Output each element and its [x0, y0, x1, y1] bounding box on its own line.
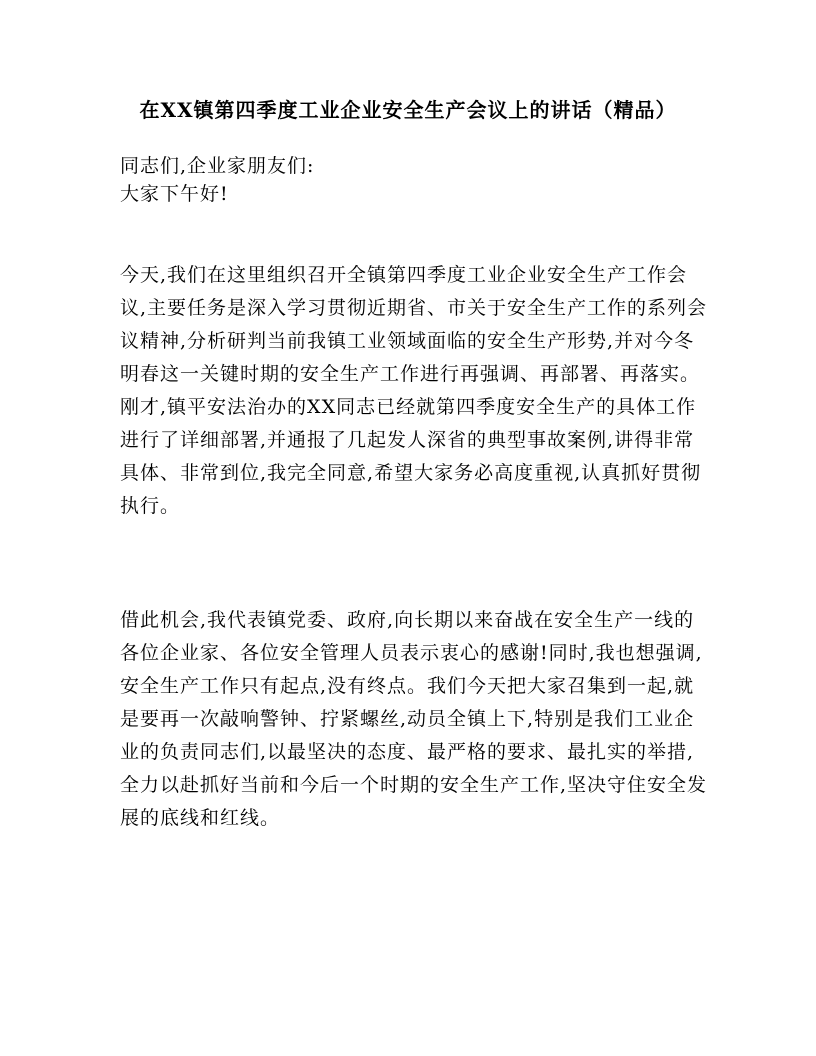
body-paragraph-2: 借此机会,我代表镇党委、政府,向长期以来奋战在安全生产一线的各位企业家、各位安全管理人员表示衷心的感谢!同时,我也想强调,安全生产工作只有起点,没有终点。我们今天把大家召集到一起,就是要再一次敲响警钟、拧紧螺丝,动员全镇上下,特别是我们工业企业的负责同志们,以最坚决的态度、最严格的要求、最扎实的举措,全力以赴抓好当前和今后一个时期的安全生产工作,坚决守住安全发展的底线和红线。 [120, 609, 708, 829]
document-title: 在XX镇第四季度工业企业安全生产会议上的讲话（精品） [139, 98, 677, 122]
greeting-paragraph: 大家下午好! [120, 183, 229, 205]
salutation-paragraph: 同志们,企业家朋友们: [120, 155, 315, 177]
body-paragraph-1: 今天,我们在这里组织召开全镇第四季度工业企业安全生产工作会议,主要任务是深入学习贯彻近期省、市关于安全生产工作的系列会议精神,分析研判当前我镇工业领域面临的安全生产形势,并对今冬明春这一关键时期的安全生产工作进行再强调、再部署、再落实。刚才,镇平安法治办的XX同志已经就第四季度安全生产的具体工作进行了详细部署,并通报了几起发人深省的典型事故案例,讲得非常具体、非常到位,我完全同意,希望大家务必高度重视,认真抓好贯彻执行。 [120, 264, 708, 517]
